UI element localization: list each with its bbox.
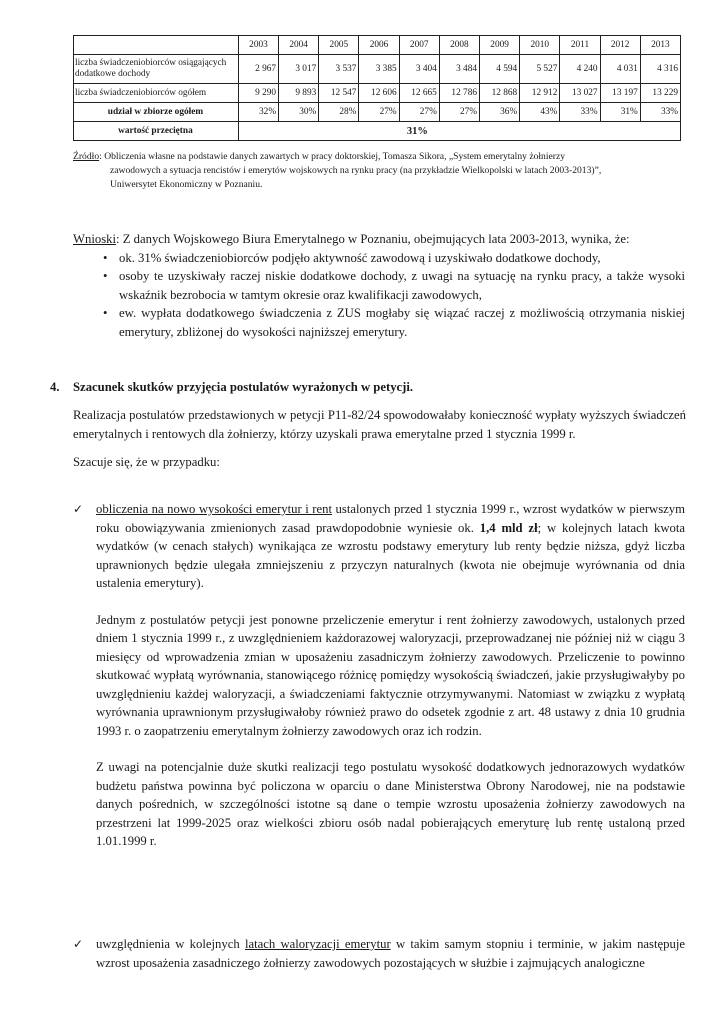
bullet-icon: • — [103, 306, 108, 320]
source-line-3: Uniwersytet Ekonomiczny w Poznaniu. — [110, 179, 263, 190]
conclusions-list — [73, 249, 685, 342]
table-cell: 27% — [359, 103, 399, 122]
table-cell: 43% — [520, 103, 560, 122]
table-cell: 3 404 — [399, 55, 439, 84]
paragraph-text: ; w kolejnych latach kwota wydatków (w cenach stałych) wynikająca ze wzrostu podstawy emerytury lub renty będzie niższa, gdyż liczba uprawnionych będzie ulegała zmniejszeniu z przyczyn naturalnych (kwota nie obejmuje wyrównania od dnia ustalenia emerytury). — [96, 520, 685, 590]
average-value: 31% — [238, 122, 680, 141]
list-item-text: ok. 31% świadczeniobiorców podjęło aktywność zawodową i uzyskiwało dodatkowe dochody, — [119, 250, 601, 265]
table-cell: 3 484 — [439, 55, 479, 84]
table-cell: 5 527 — [520, 55, 560, 84]
conclusions-lead — [73, 230, 685, 249]
section-4 — [50, 378, 686, 472]
table-cell: 2 967 — [238, 55, 278, 84]
year-header: 2005 — [319, 36, 359, 55]
source-label: Źródło — [73, 151, 100, 162]
table-cell: 12 786 — [439, 84, 479, 103]
check-item-content — [96, 935, 685, 972]
table-cell: 9 893 — [279, 84, 319, 103]
table-cell: 13 027 — [560, 84, 600, 103]
table-cell: 32% — [238, 103, 278, 122]
paragraph-text: uwzględnienia w kolejnych — [96, 937, 245, 951]
checkmark-icon: ✓ — [73, 502, 84, 516]
table-cell: 3 385 — [359, 55, 399, 84]
year-header: 2010 — [520, 36, 560, 55]
table-cell: 30% — [279, 103, 319, 122]
table-row-additional-income — [74, 55, 681, 84]
table-cell: 31% — [600, 103, 640, 122]
statistics-table — [73, 35, 681, 141]
conclusions-label: Wnioski — [73, 232, 116, 246]
year-header: 2007 — [399, 36, 439, 55]
table-source-note — [73, 150, 688, 192]
list-item — [73, 249, 685, 268]
table-cell: 9 290 — [238, 84, 278, 103]
check-item-paragraph — [96, 935, 685, 972]
source-line-2: zawodowych a sytuacja rencistów i emerytów wojskowych na rynku pracy (na przykładzie Wielkopolski w latach 2003-2013)”, — [110, 165, 602, 176]
underlined-phrase: latach waloryzacji emerytur — [244, 937, 391, 951]
table-cell: 28% — [319, 103, 359, 122]
table-cell: 12 547 — [319, 84, 359, 103]
paragraph-text: ustalonych przed 1 stycznia 1999 r., wzrost wydatków w pierwszym roku obowiązywania zmienionych zasad prawdopodobnie wyniesie ok. — [96, 502, 685, 535]
row-label: wartość przeciętna — [74, 122, 239, 141]
table-row-share — [74, 103, 681, 122]
conclusions-block — [73, 230, 685, 341]
table-cell: 4 031 — [600, 55, 640, 84]
check-item-paragraph — [96, 500, 685, 593]
row-label: liczba świadczeniobiorców ogółem — [74, 84, 239, 103]
check-item-paragraph: Jednym z postulatów petycji jest ponowne przeliczenie emerytur i rent żołnierzy zawodowych, ustalonych przed dniem 1 stycznia 1999 r., z uwzględnieniem każdorazowej waloryzacji, przeprowadzanej nie później niż w ciągu 3 miesięcy od wprowadzenia zmian w uposażeniu zasadniczym żołnierzy zawodowych. Przeliczenie to powinno skutkować wypłatą wyrównania, stanowiącego różnicę pomiędzy wysokością świadczeń, jakie przysługiwałyby po uwzględnieniu każdej waloryzacji, a świadczeniami faktycznie otrzymywanymi. Natomiast w związku z wypłatą wyrównania uprawnionym przysługiwałoby również prawo do odsetek zgodnie z art. 48 ustawy z dnia 10 grudnia 1993 r. o zaopatrzeniu emerytalnym żołnierzy zawodowych oraz ich rodzin. — [96, 612, 685, 738]
table-header-row — [74, 36, 681, 55]
year-header: 2003 — [238, 36, 278, 55]
checkmark-icon: ✓ — [73, 937, 84, 951]
year-header: 2011 — [560, 36, 600, 55]
table-cell: 4 316 — [640, 55, 680, 84]
table-cell: 12 868 — [480, 84, 520, 103]
list-item-text: ew. wypłata dodatkowego świadczenia z ZUS mogłaby się wiązać raczej z możliwością otrzymania niskiej emerytury, zbliżonej do wysokości najniższej emerytury. — [119, 306, 685, 339]
year-header: 2008 — [439, 36, 479, 55]
table-cell: 13 197 — [600, 84, 640, 103]
check-item-paragraph: Z uwagi na potencjalnie duże skutki realizacji tego postulatu wysokość dodatkowych jednorazowych wydatków budżetu państwa powinna być policzona w oparciu o dane Ministerstwa Obrony Narodowej, nie na podstawie danych pośrednich, w szczególności istotne są dane o tempie wzrostu uposażenia żołnierzy zawodowych na przestrzeni lat 1999-2025 oraz wielkości zbioru osób nadal pobierających emeryturę lub rentę ustaloną przed 1.01.1999 r. — [96, 760, 685, 848]
bullet-icon: • — [103, 269, 108, 283]
table-row-total — [74, 84, 681, 103]
year-header: 2009 — [480, 36, 520, 55]
table-cell: 33% — [560, 103, 600, 122]
table-cell: 12 912 — [520, 84, 560, 103]
table-cell: 36% — [480, 103, 520, 122]
table-cell: 12 606 — [359, 84, 399, 103]
table-cell: 27% — [399, 103, 439, 122]
paragraph-text: w takim samym stopniu i terminie, w jakim następuje wzrost uposażenia zasadniczego żołnierzy zawodowych pozostających w służbie i zajmujących analogiczne — [96, 937, 685, 970]
section-paragraph: Realizacja postulatów przedstawionych w petycji P11-82/24 spowodowałaby konieczność wypłaty wyższych świadczeń emerytalnych i rentowych dla żołnierzy, którzy uzyskali prawa emerytalne przed 1 stycznia 1999 r. — [73, 408, 686, 441]
row-label: udział w zbiorze ogółem — [74, 103, 239, 122]
table-corner-cell — [74, 36, 239, 55]
table-cell: 3 017 — [279, 55, 319, 84]
table-cell: 12 665 — [399, 84, 439, 103]
year-header: 2012 — [600, 36, 640, 55]
year-header: 2004 — [279, 36, 319, 55]
check-item-recalculation — [73, 500, 685, 851]
underlined-phrase: obliczenia na nowo wysokości emerytur i rent — [96, 502, 333, 516]
list-item — [73, 267, 685, 304]
list-item-text: osoby te uzyskiwały raczej niskie dodatkowe dochody, z uwagi na sytuację na rynku pracy, a także wysoki wskaźnik bezrobocia w tamtym okresie oraz kwalifikacji zawodowych, — [119, 269, 685, 302]
year-header: 2006 — [359, 36, 399, 55]
check-item-content — [96, 500, 685, 851]
section-paragraph: Szacuje się, że w przypadku: — [73, 455, 220, 469]
table-row-average — [74, 122, 681, 141]
source-line-1: : Obliczenia własne na podstawie danych zawartych w pracy doktorskiej, Tomasza Sikora, „System emerytalny żołnierzy — [99, 151, 566, 162]
year-header: 2013 — [640, 36, 680, 55]
row-label: liczba świadczeniobiorców osiągających dodatkowe dochody — [74, 55, 239, 84]
table-cell: 33% — [640, 103, 680, 122]
table-cell: 3 537 — [319, 55, 359, 84]
table-cell: 13 229 — [640, 84, 680, 103]
conclusions-lead-text: : Z danych Wojskowego Biura Emerytalnego w Poznaniu, obejmujących lata 2003-2013, wynika, że: — [116, 232, 630, 246]
list-item — [73, 304, 685, 341]
table-cell: 4 240 — [560, 55, 600, 84]
section-heading — [50, 378, 686, 396]
section-title: Szacunek skutków przyjęcia postulatów wyrażonych w petycji. — [73, 380, 414, 394]
bullet-icon: • — [103, 250, 108, 265]
bold-amount: 1,4 mld zł — [479, 520, 538, 535]
check-item-indexation — [73, 935, 685, 972]
table-cell: 4 594 — [480, 55, 520, 84]
section-number: 4. — [50, 380, 60, 394]
table-cell: 27% — [439, 103, 479, 122]
